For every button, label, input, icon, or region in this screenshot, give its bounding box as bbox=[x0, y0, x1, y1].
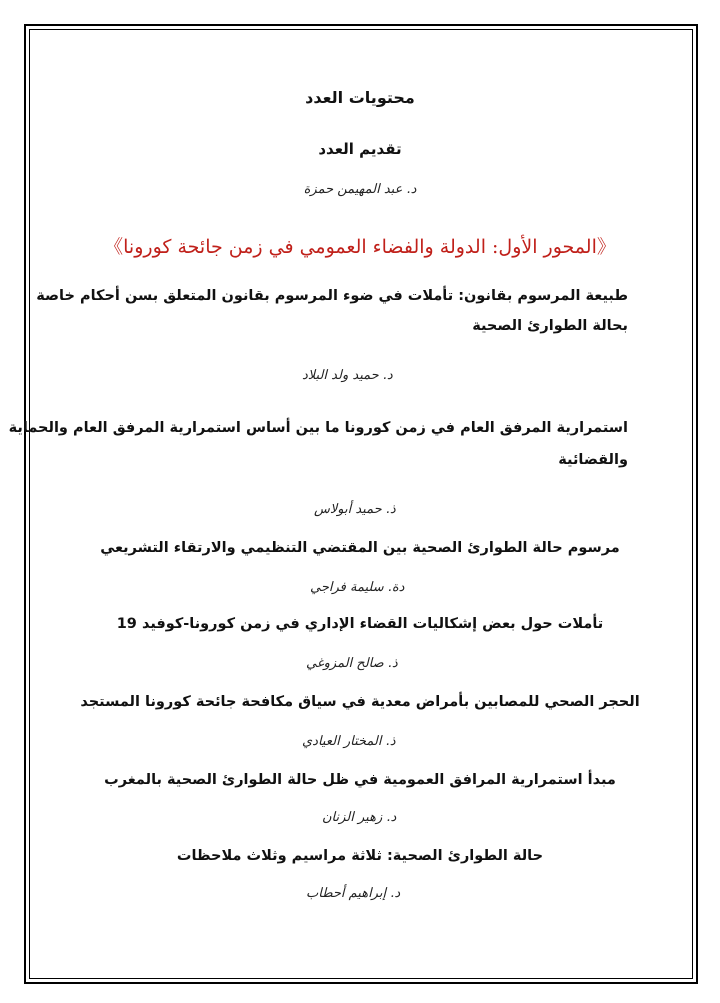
toc-title: محتويات العدد bbox=[305, 88, 415, 107]
article-4-author: ذ. صالح المزوغي bbox=[306, 656, 398, 671]
article-6-author: د. زهير الزنان bbox=[322, 810, 397, 825]
article-1-title-line-1: طبيعة المرسوم بقانون: تأملات في ضوء المرسوم بقانون المتعلق بسن أحكام خاصة bbox=[36, 288, 628, 304]
article-7-author: د. إبراهيم أحطاب bbox=[306, 886, 401, 901]
article-1-title-line-2: بحالة الطوارئ الصحية bbox=[472, 318, 628, 334]
article-4-title: تأملات حول بعض إشكاليات القضاء الإداري في زمن كورونا-كوفيد 19 bbox=[116, 616, 604, 632]
axis-title: 《المحور الأول: الدولة والفضاء العمومي في زمن جائحة كورونا》 bbox=[104, 236, 616, 258]
article-3-author: دة. سليمة فراجي bbox=[310, 580, 405, 595]
article-2-author: ذ. حميد أبولاس bbox=[314, 502, 396, 517]
article-2-title-line-1: استمرارية المرفق العام في زمن كورونا ما بين أساس استمرارية المرفق العام والحماية bbox=[8, 420, 628, 436]
article-3-title: مرسوم حالة الطوارئ الصحية بين المقتضي التنظيمي والارتقاء التشريعي bbox=[100, 540, 620, 556]
article-5-author: ذ. المختار العيادي bbox=[302, 734, 396, 749]
article-7-title: حالة الطوارئ الصحية: ثلاثة مراسيم وثلاث ملاحظات bbox=[176, 848, 544, 864]
article-2-title-line-2: والقضائية bbox=[558, 452, 628, 468]
intro-author: د. عبد المهيمن حمزة bbox=[303, 182, 417, 197]
article-1-author: د. حميد ولد البلاد bbox=[302, 368, 393, 383]
article-5-title: الحجر الصحي للمصابين بأمراض معدية في سياق مكافحة جائحة كورونا المستجد bbox=[80, 694, 640, 710]
article-6-title: مبدأ استمرارية المرافق العمومية في ظل حالة الطوارئ الصحية بالمغرب bbox=[104, 772, 616, 788]
intro-heading: تقديم العدد bbox=[318, 140, 402, 158]
